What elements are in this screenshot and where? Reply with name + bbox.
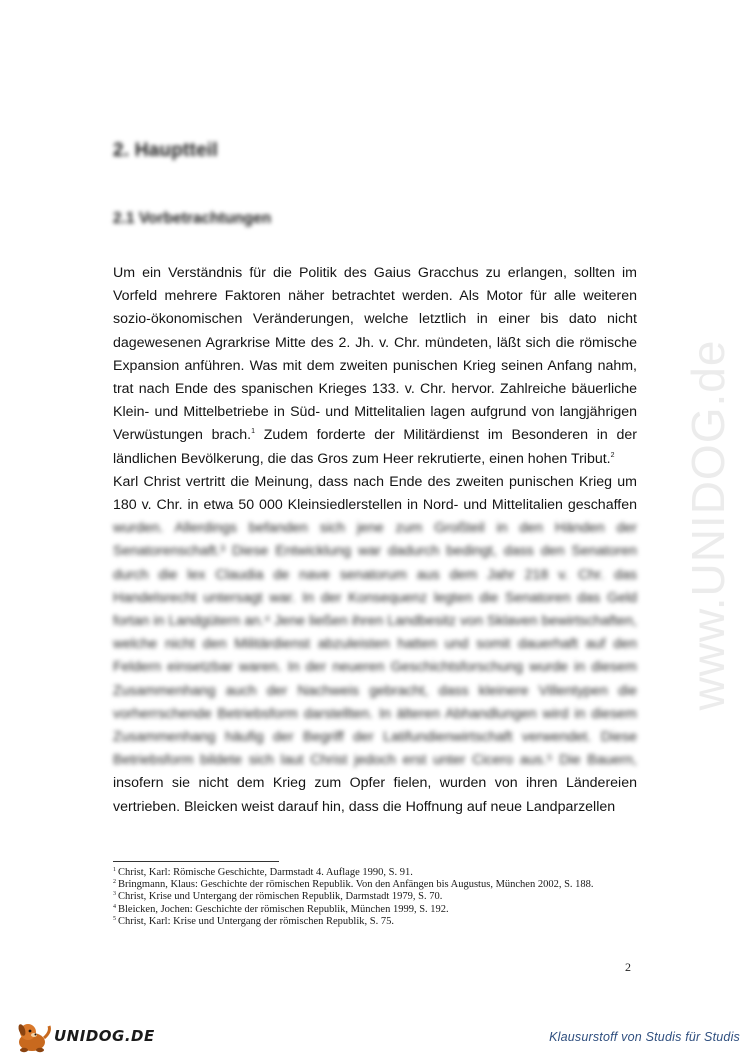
- subsection-heading: 2.1 Vorbetrachtungen: [113, 210, 272, 227]
- footnote-text: Bleicken, Jochen: Geschichte der römischen Republik, München 1999, S. 192.: [118, 903, 449, 915]
- footnote-number: 4: [113, 903, 116, 910]
- footnote-4: [113, 904, 633, 916]
- footnote-ref-1: 1: [251, 428, 255, 436]
- watermark: [678, 300, 738, 750]
- dog-mascot-icon: [14, 1020, 54, 1054]
- footer-tagline: Klausurstoff von Studis für Studis: [549, 1030, 740, 1044]
- footnote-number: 5: [113, 915, 116, 922]
- footnote-text: Bringmann, Klaus: Geschichte der römischen Republik. Von den Anfängen bis Augustus, München 2002, S. 188.: [118, 879, 594, 891]
- footnotes: [113, 867, 633, 928]
- paragraph-1: [113, 262, 637, 471]
- paragraph-2: [113, 471, 637, 819]
- footnote-divider: [113, 861, 279, 862]
- paragraph-1-text-b: Zudem forderte der Militärdienst im Besonderen in der ländlichen Bevölkerung, die das Gros zum Heer rekrutierte, einen hohen Tribut.: [113, 427, 638, 467]
- body-text: [113, 262, 637, 819]
- footnote-2: [113, 879, 633, 891]
- footnote-text: Christ, Karl: Römische Geschichte, Darmstadt 4. Auflage 1990, S. 91.: [118, 867, 413, 878]
- watermark-text: www.UNIDOG.de: [682, 339, 734, 711]
- paragraph-2-blurred-text: wurden. Allerdings befanden sich jene zum Großteil in den Händen der Senatorenschaft.³ Diese Entwicklung war dadurch bedingt, dass den Senatoren durch die lex Claudia de nave senatorum aus dem Jahr 218 v. Chr. das Handelsrecht untersagt war. In der Konsequenz legten die Senatoren das Geld fortan in Landgütern an.⁴ Jene ließen ihren Landbesitz von Sklaven bewirtschaften, welche nicht den Militärdienst abzuleisten hatten und somit dauerhaft auf den Feldern einsetzbar waren. In der neueren Geschichtsforschung wurde in diesem Zusammenhang auch der Nachweis gebracht, dass kleinere Villentypen die vorherrschende Betriebsform darstellten. In älteren Abhandlungen wird in diesem Zusammenhang häufig der Begriff der Latifundienwirtschaft verwendet. Diese Betriebsform bildete sich laut Christ jedoch erst unter Cicero aus.⁵ Die Bauern,: [113, 520, 637, 769]
- page-number: 2: [625, 960, 631, 974]
- footnote-1: [113, 867, 633, 879]
- footnote-text: Christ, Karl: Krise und Untergang der römischen Republik, S. 75.: [118, 915, 394, 927]
- section-heading: 2. Hauptteil: [113, 140, 218, 161]
- footnote-number: 2: [113, 879, 116, 886]
- logo-text: UNIDOG.DE: [54, 1027, 155, 1045]
- footnote-number: 1: [113, 867, 116, 873]
- paragraph-2-tail-text: insofern sie nicht dem Krieg zum Opfer fielen, wurden von ihren Ländereien vertrieben. Bleicken weist darauf hin, dass die Hoffnung auf neue Landparzellen: [113, 775, 637, 815]
- footnote-ref-2: 2: [610, 451, 615, 459]
- footnote-3: [113, 891, 633, 903]
- footnote-text: Christ, Krise und Untergang der römischen Republik, Darmstadt 1979, S. 70.: [118, 891, 443, 903]
- footnote-5: [113, 916, 633, 928]
- paragraph-1-text-a: Um ein Verständnis für die Politik des Gaius Gracchus zu erlangen, sollten im Vorfeld mehrere Faktoren näher betrachtet werden. Als Motor für alle weiteren sozio-ökonomischen Veränderungen, welche letztlich in einer bis dato nicht dagewesenen Agrarkrise Mitte des 2. Jh. v. Chr. mündeten, läßt sich die römische Expansion anführen. Was mit dem zweiten punischen Krieg seinen Anfang nahm, trat nach Ende des spanischen Krieges 133. v. Chr. hervor. Zahlreiche bäuerliche Klein- und Mittelbetriebe in Süd- und Mittelitalien lagen aufgrund von langjährigen Verwüstungen brach.: [113, 265, 637, 444]
- footnote-number: 3: [113, 891, 116, 898]
- paragraph-2-visible-text: Karl Christ vertritt die Meinung, dass nach Ende des zweiten punischen Krieg um 180 v. Chr. in etwa 50 000 Kleinsiedlerstellen in Nord- und Mittelitalien geschaffen: [113, 473, 637, 514]
- unidog-logo[interactable]: [14, 1020, 154, 1054]
